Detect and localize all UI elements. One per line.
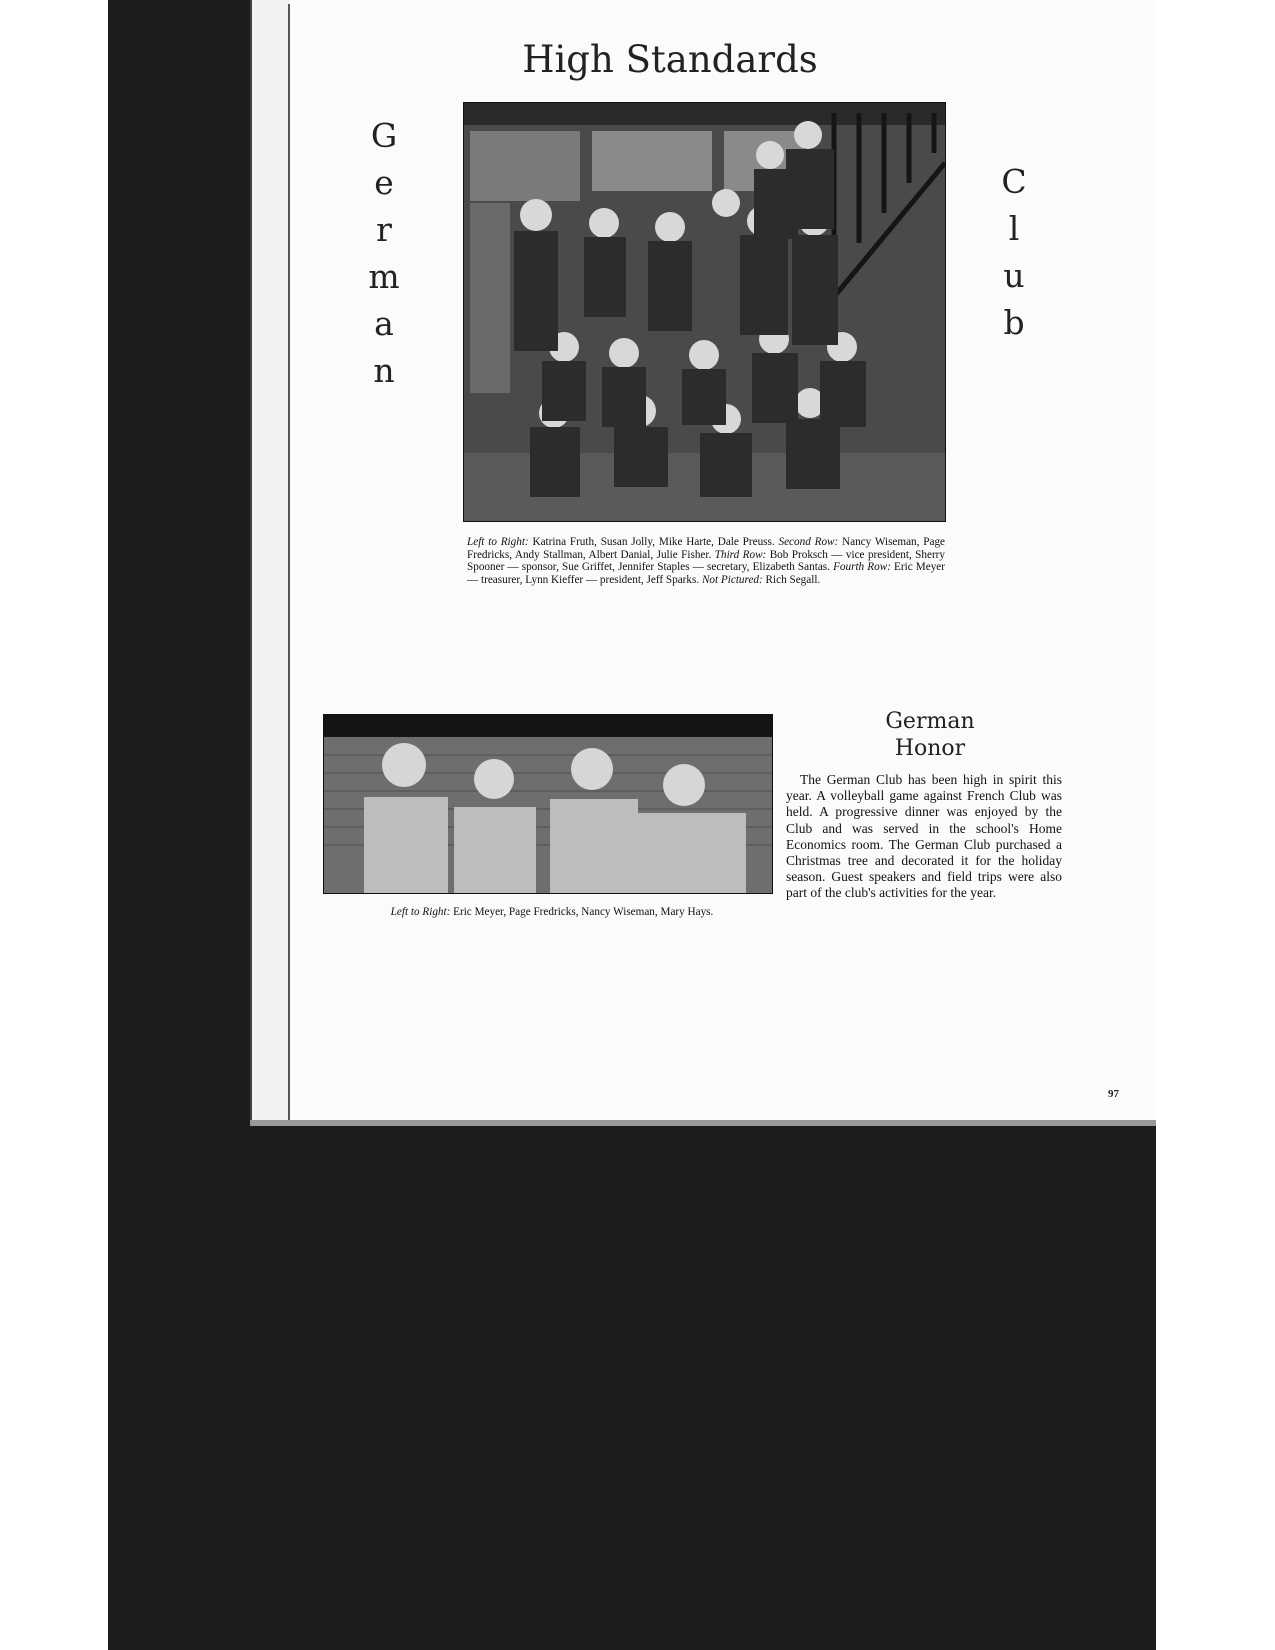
vertical-letter: b xyxy=(1003,303,1025,342)
honor-photo xyxy=(323,714,773,894)
caption-names: Eric Meyer — treasurer, Lynn Kieffer — president, Jeff Sparks. xyxy=(467,561,945,586)
page-number: 97 xyxy=(1108,1088,1119,1100)
vertical-letter: n xyxy=(373,351,395,390)
group-photo-image xyxy=(464,103,945,521)
caption-names: Bob Proksch — vice president, Sherry Spooner — sponsor, Sue Griffet, Jennifer Staples — secretary, Elizabeth Santas. xyxy=(467,548,945,574)
caption-label: Second Row: xyxy=(778,536,839,548)
vertical-title-club xyxy=(984,158,1044,346)
caption-names: Nancy Wiseman, Page Fredricks, Andy Stallman, Albert Danial, Julie Fisher. xyxy=(467,536,945,561)
section-title-line: Honor xyxy=(894,736,966,761)
vertical-letter: e xyxy=(374,163,394,202)
group-photo xyxy=(463,102,946,522)
vertical-letter: G xyxy=(370,116,398,155)
page-bottom-edge xyxy=(250,1120,1156,1126)
vertical-letter: C xyxy=(1001,162,1027,201)
caption-label: Left to Right: xyxy=(390,906,451,918)
vertical-letter: a xyxy=(374,304,394,343)
vertical-letter: r xyxy=(376,210,392,249)
caption-names: Eric Meyer, Page Fredricks, Nancy Wiseman, Mary Hays. xyxy=(450,906,714,918)
group-photo-caption xyxy=(467,536,945,586)
page-title: High Standards xyxy=(522,38,818,81)
caption-names: Rich Segall. xyxy=(762,573,821,586)
caption-names: Katrina Fruth, Susan Jolly, Mike Harte, Dale Preuss. xyxy=(528,536,779,548)
caption-label: Not Pictured: xyxy=(701,573,763,586)
caption-label: Third Row: xyxy=(714,548,767,561)
honor-photo-image xyxy=(324,715,772,893)
honor-photo-caption xyxy=(372,906,732,919)
section-title xyxy=(840,708,1020,762)
section-body-text: The German Club has been high in spirit this year. A volleyball game against French Club was held. A progressive dinner was enjoyed by the Club and was served in the school's Home Economics room. The German Club purchased a Christmas tree and decorated it for the holiday season. Guest speakers and field trips were also part of the club's activities for the year. xyxy=(786,772,1062,901)
vertical-letter: m xyxy=(368,257,400,296)
caption-label: Left to Right: xyxy=(467,536,529,548)
section-title-line: German xyxy=(885,709,975,734)
caption-label: Fourth Row: xyxy=(833,561,891,574)
vertical-letter: l xyxy=(1008,209,1020,248)
vertical-letter: u xyxy=(1003,256,1025,295)
vertical-title-german xyxy=(354,112,414,394)
